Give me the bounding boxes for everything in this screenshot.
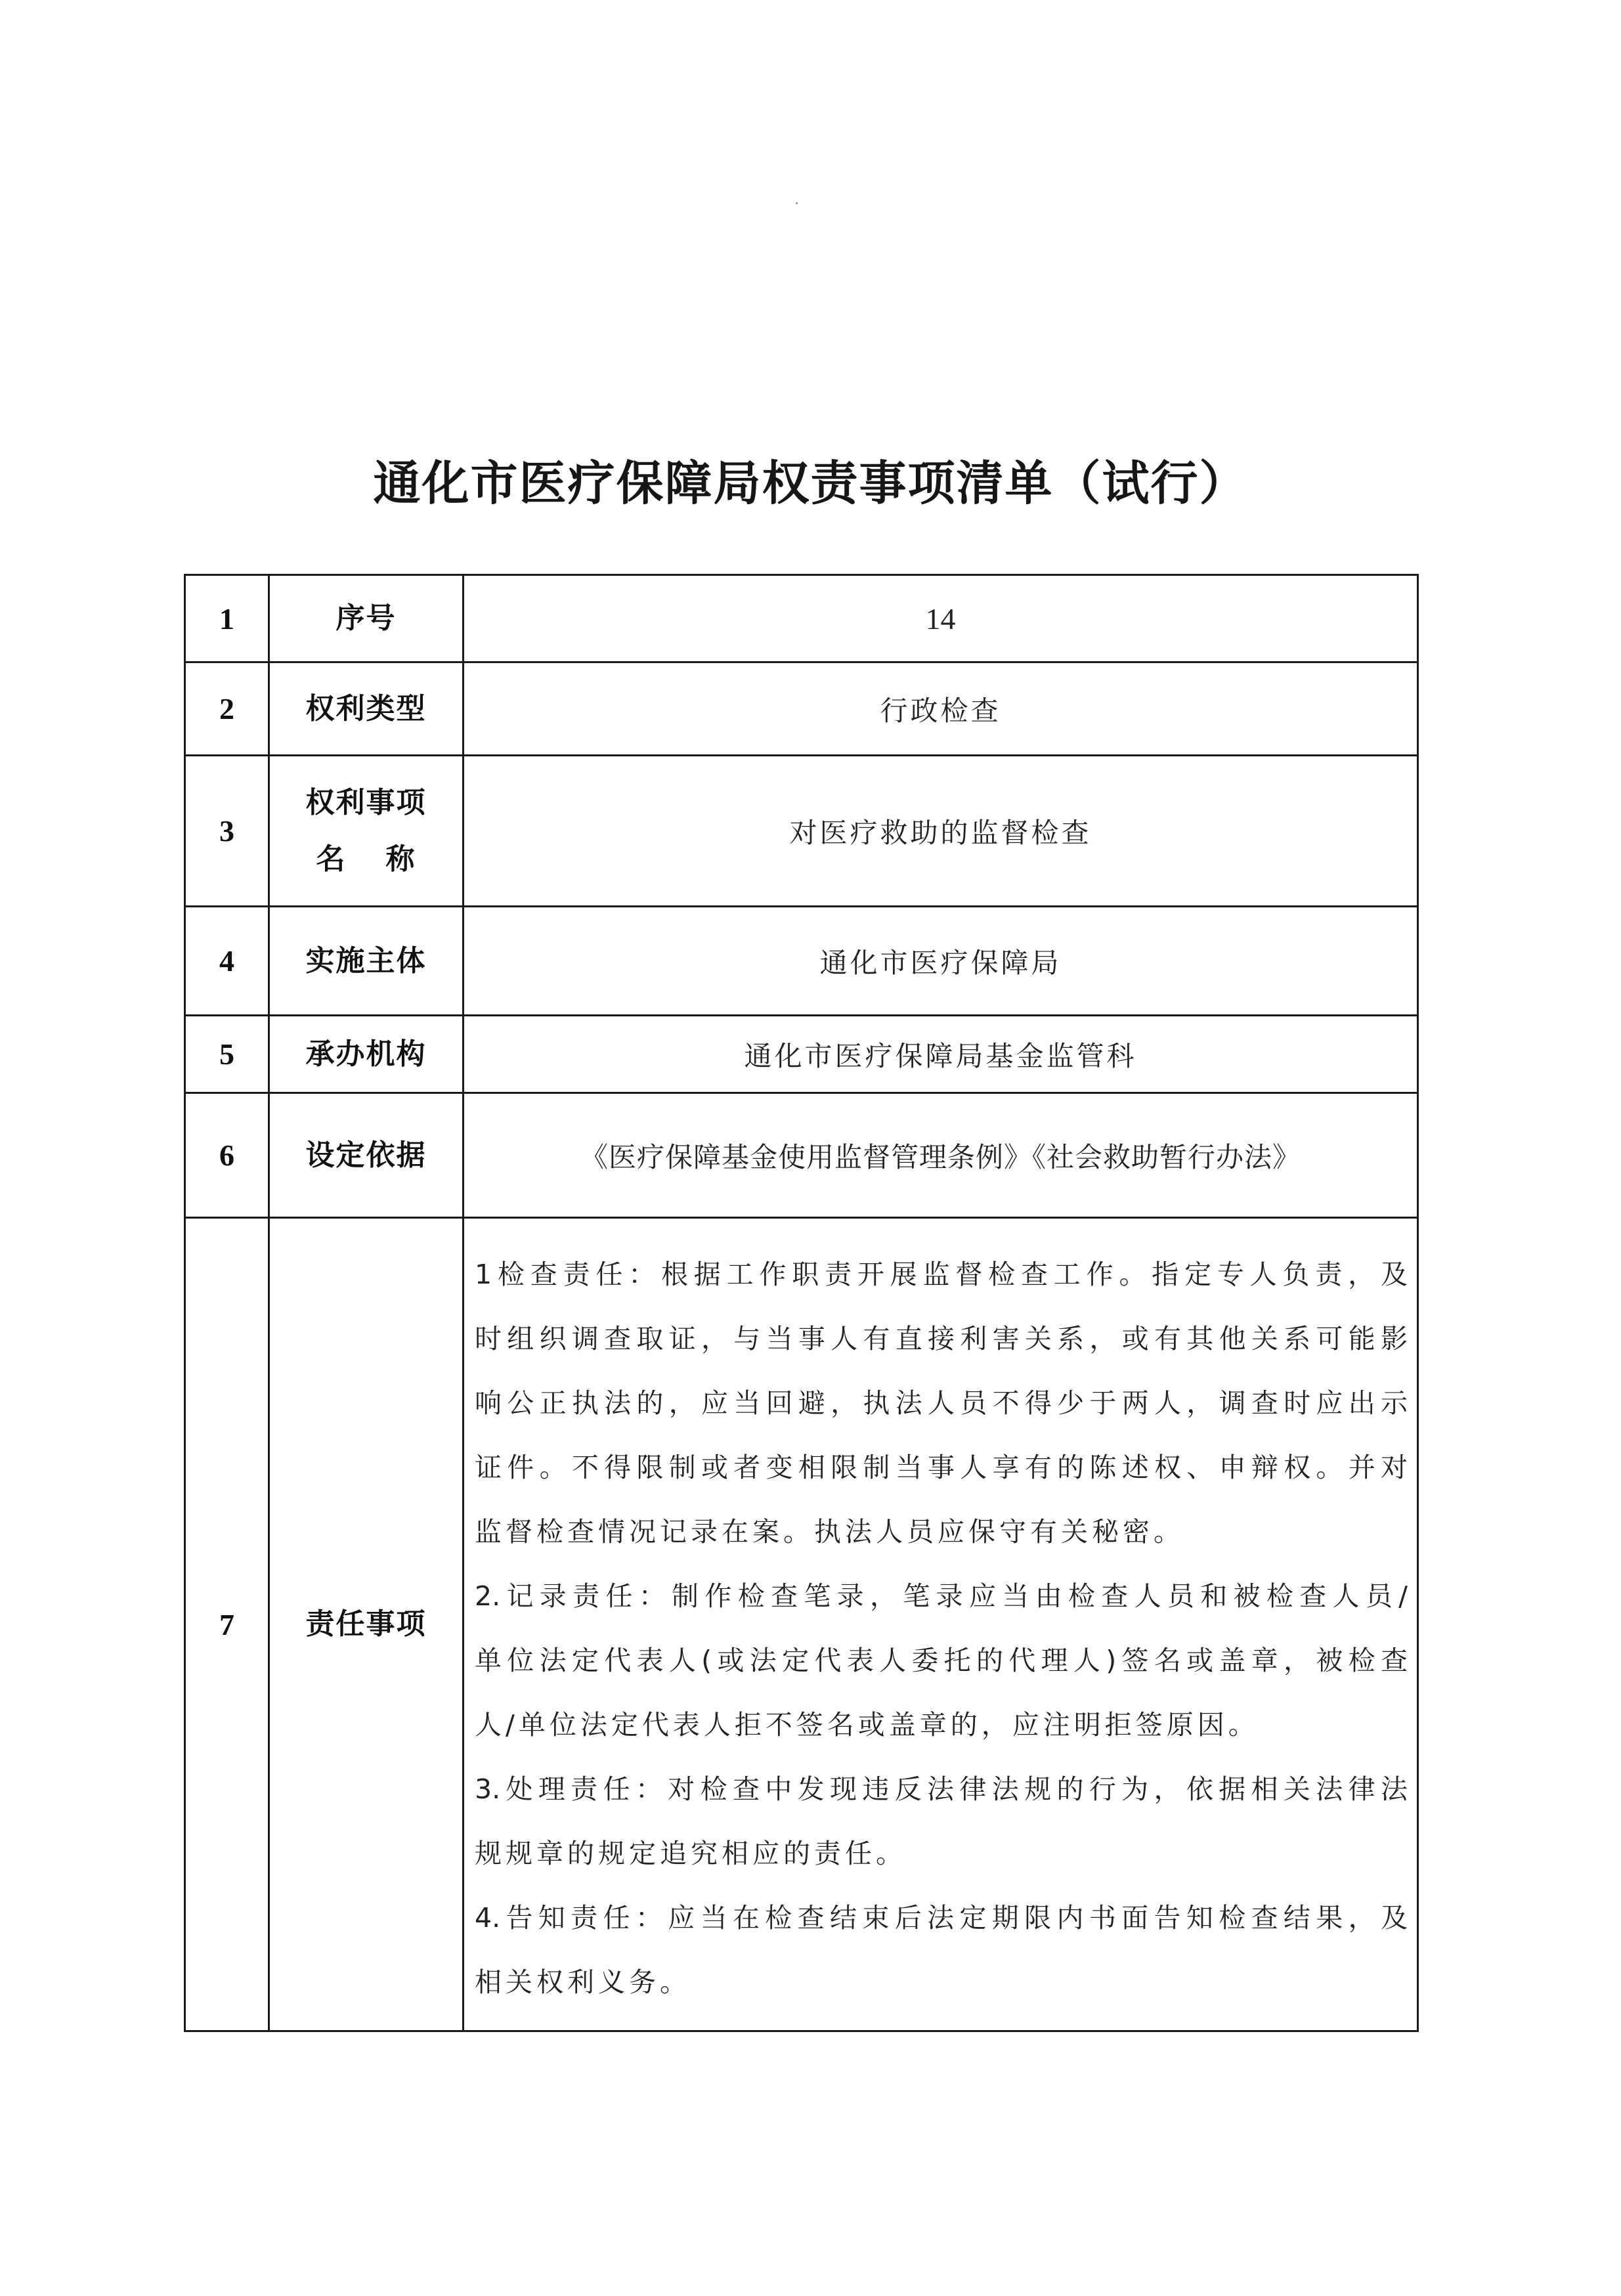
row-label: 承办机构 <box>269 1016 464 1093</box>
responsibility-line: 2.记录责任：制作检查笔录，笔录应当由检查人员和被检查人员/ <box>475 1580 1408 1612</box>
responsibility-text <box>464 1218 1418 2031</box>
row-label-char: 称 <box>385 842 416 876</box>
responsibility-line: 响公正执法的，应当回避，执法人员不得少于两人，调查时应出示 <box>475 1387 1408 1419</box>
row-label: 责任事项 <box>269 1218 464 2031</box>
row-number: 1 <box>185 575 269 662</box>
row-number: 5 <box>185 1016 269 1093</box>
responsibility-line: 3.处理责任：对检查中发现违反法律法规的行为，依据相关法律法 <box>475 1773 1408 1805</box>
scan-speck <box>796 202 798 204</box>
row-value: 行政检查 <box>464 662 1418 756</box>
row-value: 通化市医疗保障局 <box>464 907 1418 1016</box>
row-label: 设定依据 <box>269 1093 464 1218</box>
row-label-line: 权利事项 <box>305 785 427 819</box>
table-row <box>185 662 1418 756</box>
table-row <box>185 1218 1418 2031</box>
document-title: 通化市医疗保障局权责事项清单（试行） <box>373 455 1248 511</box>
row-label: 权利类型 <box>269 662 464 756</box>
row-number: 2 <box>185 662 269 756</box>
responsibility-line: 证件。不得限制或者变相限制当事人享有的陈述权、申辩权。并对 <box>475 1452 1408 1483</box>
row-value: 14 <box>464 575 1418 662</box>
table-row <box>185 575 1418 662</box>
responsibility-line: 相关权利义务。 <box>475 1966 691 1998</box>
row-label-line <box>270 831 462 888</box>
row-value: 通化市医疗保障局基金监管科 <box>464 1016 1418 1093</box>
row-label: 实施主体 <box>269 907 464 1016</box>
row-number: 4 <box>185 907 269 1016</box>
table-row <box>185 756 1418 907</box>
row-number: 3 <box>185 756 269 907</box>
responsibility-line: 单位法定代表人(或法定代表人委托的代理人)签名或盖章，被检查 <box>475 1645 1408 1676</box>
responsibility-line: 1检查责任：根据工作职责开展监督检查工作。指定专人负责，及 <box>475 1259 1408 1290</box>
row-value: 《医疗保障基金使用监督管理条例》《社会救助暂行办法》 <box>464 1093 1418 1218</box>
responsibility-line: 人/单位法定代表人拒不签名或盖章的，应注明拒签原因。 <box>475 1709 1259 1741</box>
responsibility-table <box>184 574 1419 2032</box>
responsibility-line: 监督检查情况记录在案。执法人员应保守有关秘密。 <box>475 1516 1184 1548</box>
row-label <box>269 756 464 907</box>
responsibility-line: 时组织调查取证，与当事人有直接利害关系，或有其他关系可能影 <box>475 1323 1408 1354</box>
table-row <box>185 907 1418 1016</box>
table-row <box>185 1016 1418 1093</box>
responsibility-line: 规规章的规定追究相应的责任。 <box>475 1838 907 1869</box>
row-value: 对医疗救助的监督检查 <box>464 756 1418 907</box>
responsibility-line: 4.告知责任：应当在检查结束后法定期限内书面告知检查结果，及 <box>475 1902 1408 1934</box>
table-row <box>185 1093 1418 1218</box>
row-number: 6 <box>185 1093 269 1218</box>
row-label: 序号 <box>269 575 464 662</box>
row-number: 7 <box>185 1218 269 2031</box>
row-label-char: 名 <box>316 842 347 876</box>
